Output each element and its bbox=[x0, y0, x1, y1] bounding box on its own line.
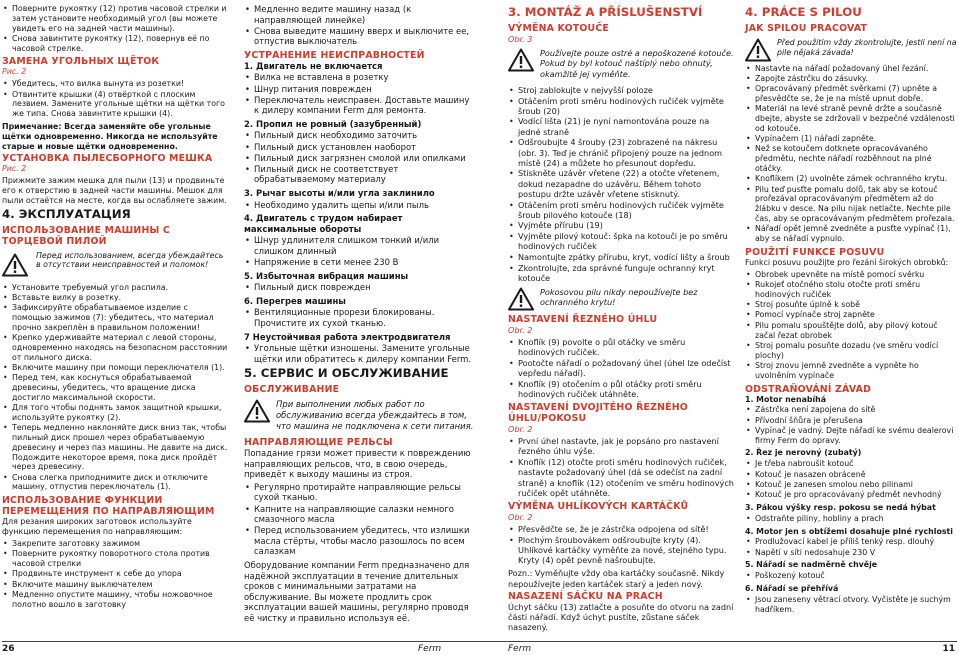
bullet-list bbox=[244, 282, 474, 293]
section-heading: NASTAVENÍ DVOJITÉHO ŘEZNÉHO ÚHLU/POKOSU bbox=[508, 402, 688, 424]
list-item: • Пильный диск необходимо заточить bbox=[244, 130, 474, 141]
list-item: • Пильный диск загрязнен смолой или опилками bbox=[244, 153, 474, 164]
list-item: • Отвинтите крышки (4) отвёрткой с плоским лезвием. Замените угольные щётки на щётки того же типа. Снова завинтите крышки (4). bbox=[2, 90, 228, 119]
list-item: • Rukojeť otočného stolu otočte proti směru hodinových ručiček bbox=[745, 280, 957, 300]
figure-reference: Obr. 2 bbox=[508, 424, 533, 434]
list-item: • Prodlužovací kabel je příliš tenký resp. dlouhý bbox=[745, 537, 957, 547]
bullet-list bbox=[745, 571, 957, 581]
bullet-list bbox=[2, 283, 228, 493]
bullet-list bbox=[244, 235, 474, 267]
list-item: • Перед тем, как коснуться обрабатываемой древесины, убедитесь, что вращение диска достигло максимальной скорости. bbox=[2, 373, 228, 402]
list-item: • První úhel nastavte, jak je popsáno pro nastavení řezného úhlu výše. bbox=[508, 436, 734, 456]
paragraph: Прижмите зажим мешка для пыли (13) и продвиньте его к отверстию в задней части машины. Мешок для пыли остаётся на месте, когда вы ослабляете зажим. bbox=[2, 176, 227, 205]
chapter-heading: 3. MONTÁŽ A PŘÍSLUŠENSTVÍ bbox=[508, 5, 703, 19]
section-heading: ЗАМЕНА УГОЛЬНЫХ ЩЁТОК bbox=[2, 56, 160, 68]
list-item: • Крепко удерживайте материал с левой стороны, одновременно находясь на безопасном расстоянии от пильного диска. bbox=[2, 333, 228, 362]
list-item: • Pilu pomalu spouštějte dolů, aby pilový kotouč začal řezat obrobek bbox=[745, 321, 957, 341]
warning-triangle-icon bbox=[508, 48, 534, 72]
list-item: • Для того чтобы поднять замок защитной крышки, используйте рукоятку (2). bbox=[2, 403, 228, 423]
list-item: • Vypínačem (1) nářadí zapněte. bbox=[745, 134, 957, 144]
section-heading: VÝMĚNA UHLÍKOVÝCH KARTÁČKŮ bbox=[508, 500, 689, 512]
list-item: • Knoflík (9) povolte o půl otáčky ve směru hodinových ručiček. bbox=[508, 337, 734, 357]
list-item: • Медленно ведите машину назад (к направляющей линейке) bbox=[244, 4, 474, 25]
list-item: • Необходимо удалить щепы и/или пыль bbox=[244, 200, 474, 211]
list-item: • Включите машину при помощи переключателя (1). bbox=[2, 363, 228, 373]
list-item: • Перед использованием убедитесь, что излишки масла стёрты, чтобы масло разошлось по всем салазкам bbox=[244, 525, 474, 557]
bullet-list bbox=[244, 482, 474, 557]
column-1 bbox=[2, 4, 228, 612]
warning-triangle-icon bbox=[745, 38, 771, 62]
list-item: • Пильный диск поврежден bbox=[244, 282, 474, 293]
bullet-list bbox=[745, 270, 957, 381]
problem-heading: 5. Nářadí se nadměrně chvěje bbox=[745, 560, 878, 570]
problem-heading: 7 Неустойчивая работа электродвигателя bbox=[244, 331, 451, 342]
warning-triangle-icon bbox=[2, 253, 28, 277]
problem-heading: 2. Пропил не ровный (зазубренный) bbox=[244, 118, 422, 129]
list-item: • Knoflík (12) otočte proti směru hodinových ručiček, nastavte požadovaný úhel (dá se odečíst na zadní straně) a knoflík (12) otočením ve směru hodinových ručiček opět utáhněte. bbox=[508, 457, 734, 498]
list-item: • Медленно опустите машину, чтобы ножовочное полотно вошло в заготовку bbox=[2, 590, 228, 610]
bullet-list bbox=[244, 130, 474, 184]
list-item: • Stroj pomalu posuňte dozadu (ve směru vodící plochy) bbox=[745, 341, 957, 361]
warning-note bbox=[508, 48, 734, 79]
list-item: • Регулярно протирайте направляющие рельсы сухой тканью. bbox=[244, 482, 474, 503]
list-item: • Пильный диск установлен наоборот bbox=[244, 142, 474, 153]
list-item: • Снова завинтите рукоятку (12), повернув её по часовой стрелке. bbox=[2, 34, 228, 54]
list-item: • Шнур удлинителя слишком тонкий и/или слишком длинный bbox=[244, 235, 474, 256]
list-item: • Zkontrolujte, zda správné funguje ochranný kryt kotouče bbox=[508, 263, 734, 283]
warning-text: При выполнении любых работ по обслуживанию всегда убеждайтесь в том, что машина не подключена к сети питания. bbox=[276, 399, 474, 431]
section-heading: НАПРАВЛЯЮЩИЕ РЕЛЬСЫ bbox=[244, 437, 393, 449]
section-heading: УСТРАНЕНИЕ НЕИСПРАВНОСТЕЙ bbox=[244, 49, 425, 61]
warning-text: Používejte pouze ostré a nepoškozené kotouče. Pokud by byl kotouč naštíplý nebo ohnutý, okamžitě jej vyměňte. bbox=[540, 48, 734, 79]
list-item: • Снова выведите машину вверх и выключите ее, отпустив выключатель bbox=[244, 26, 474, 47]
bullet-list bbox=[745, 459, 957, 500]
list-item: • Kotouč je nasazen obráceně bbox=[745, 470, 957, 480]
list-item: • Включите машину выключателем bbox=[2, 580, 228, 590]
list-item: • Pilu teď pusťte pomalu dolů, tak aby se kotouč prořezával opracovávaným předmětem až do žlábku v desce. Na pilu nijak netlačte. Nechte pile čas, aby se opracovávaným předmětem prořezala. bbox=[745, 185, 957, 224]
list-item: • Установите требуемый угол распила. bbox=[2, 283, 228, 293]
bullet-list bbox=[745, 514, 957, 524]
list-item: • Stroj posuňte úplně k sobě bbox=[745, 300, 957, 310]
figure-reference: Obr. 2 bbox=[508, 324, 533, 335]
list-item: • Пильный диск не соответствует обрабатываемому материалу bbox=[244, 164, 474, 185]
list-item: • Přesvědčte se, že je zástrčka odpojena od sítě! bbox=[508, 524, 734, 534]
list-item: • Зафиксируйте обрабатываемое изделие с помощью зажимов (7): убедитесь, что материал прочно закреплён в правильном положении! bbox=[2, 303, 228, 332]
list-item: • Nářadí opět jemně zvedněte a pusťte vypínač (1), aby se nářadí vypnulo. bbox=[745, 224, 957, 244]
bullet-list bbox=[244, 72, 474, 115]
warning-note bbox=[244, 399, 474, 431]
bullet-list bbox=[508, 436, 734, 498]
list-item: • Nastavte na nářadí požadovaný úhel řezání. bbox=[745, 64, 957, 74]
paragraph: Оборудование компании Ferm предназначено для надёжной эксплуатации в течение длительных сроков с минимальными затратами на обслуживание. Вы можете продлить срок эксплуатации вашей машины, регулярно проводя её чистку и правильно используя её. bbox=[244, 560, 470, 623]
list-item: • Pomocí vypínače stroj zapněte bbox=[745, 310, 957, 320]
figure-reference: Рис. 2 bbox=[2, 164, 27, 174]
section-heading: ODSTRAŇOVÁNÍ ZÁVAD bbox=[745, 383, 872, 395]
list-item: • Вставьте вилку в розетку. bbox=[2, 293, 228, 303]
warning-text: Перед использованием, всегда убеждайтесь в отсутствии неисправностей и поломок! bbox=[36, 250, 224, 270]
list-item: • Materiál na levé straně pevně držte a současně dbejte, abyste se zdržovali v bezpečné vzdálenosti od kotouče. bbox=[745, 104, 957, 133]
bullet-list bbox=[508, 85, 734, 283]
bullet-list bbox=[508, 337, 734, 399]
warning-triangle-icon bbox=[244, 399, 270, 423]
bullet-list bbox=[2, 4, 228, 53]
list-item: • Переключатель неисправен. Доставьте машину к дилеру компании Ferm для ремонта. bbox=[244, 95, 474, 116]
list-item: • Plochým šroubovákem odšroubujte kryty (4). Uhlíkové kartáčky vyměňte za nové, stejného typu. Kryty (4) opět pevně našroubujte. bbox=[508, 535, 734, 566]
figure-reference: Obr. 3 bbox=[508, 34, 533, 44]
list-item: • Jsou zaneseny větrací otvory. Vyčistěte je suchým hadříkem. bbox=[745, 595, 957, 615]
bullet-list bbox=[745, 64, 957, 244]
list-item: • Kotouč je pro opracovávaný předmět nevhodný bbox=[745, 490, 957, 500]
chapter-heading: 4. ЭКСПЛУАТАЦИЯ bbox=[2, 206, 131, 221]
list-item: • Opracovávaný předmět svěrkami (7) upněte a přesvědčte se, že je na místě upnut dobře. bbox=[745, 84, 957, 104]
bullet-list bbox=[2, 539, 228, 610]
bullet-list bbox=[2, 79, 228, 119]
bullet-list bbox=[745, 537, 957, 557]
figure-reference: Obr. 2 bbox=[508, 511, 533, 522]
bullet-list bbox=[508, 524, 734, 565]
chapter-heading: 5. СЕРВИС И ОБСЛУЖИВАНИЕ bbox=[244, 366, 449, 381]
list-item: • Stroj zablokujte v nejvyšší poloze bbox=[508, 85, 734, 95]
list-item: • Vodící lišta (21) je nyní namontována pouze na jedné straně bbox=[508, 116, 734, 136]
bullet-list bbox=[244, 4, 474, 47]
list-item: • Vyjměte pilový kotouč: špka na kotouči je po směru hodinových ručiček bbox=[508, 231, 734, 251]
list-item: • Odšroubujte 4 šrouby (23) zobrazené na nákresu (obr. 3). Teď je chránič připojený pouze na jednom místě (24) a můžete ho přesunout dopředu. bbox=[508, 137, 734, 168]
bullet-list bbox=[745, 405, 957, 445]
warning-note bbox=[745, 38, 957, 58]
warning-note bbox=[508, 287, 734, 307]
list-item: • Напряжение в сети менее 230 В bbox=[244, 257, 474, 268]
warning-text: Pokosovou pilu nikdy nepoužívejte bez ochranného krytu! bbox=[540, 287, 698, 308]
problem-heading: 4. Двигатель с трудом набирает максимальные обороты bbox=[244, 213, 403, 234]
list-item: • Napětí v síti nedosahuje 230 V bbox=[745, 548, 957, 558]
list-item: • Namontujte zpátky přírubu, kryt, vodící lišty a šroub bbox=[508, 252, 734, 262]
list-item: • Снова слегка приподнимите диск и отключите машину, отпустив переключатель (1). bbox=[2, 473, 228, 493]
list-item: • Knoflíkem (2) uvolněte zámek ochranného krytu. bbox=[745, 174, 957, 184]
section-heading: NASAZENÍ SÁČKU NA PRACH bbox=[508, 590, 663, 602]
bullet-list bbox=[745, 595, 957, 615]
problem-heading: 2. Řez je nerovný (zubatý) bbox=[745, 448, 862, 458]
figure-reference: Рис. 2 bbox=[2, 67, 27, 77]
paragraph: Примечание: Всегда заменяйте обе угольные щётки одновременно. Никогда не используйте старые и новые щётки одновременно. bbox=[2, 121, 218, 151]
warning-text: Před použitím vždy zkontrolujte, jestli není na pile nějaká závada! bbox=[777, 38, 957, 57]
list-item: • Теперь медленно наклоняйте диск вниз так, чтобы пильный диск прошел через обрабатываемую древесину и через паз машины. Не давите на диск. Подождите некоторое время, пока диск пройдёт через древесину. bbox=[2, 423, 228, 472]
problem-heading: 3. Pákou výšky resp. pokosu se nedá hýbat bbox=[745, 502, 936, 512]
list-item: • Поверните рукоятку поворотного стола против часовой стрелки bbox=[2, 549, 228, 569]
problem-heading: 3. Рычаг высоты и/или угла заклинило bbox=[244, 187, 435, 198]
list-item: • Než se kotoučem dotknete opracovávaného předmětu, nechte nářadí rozběhnout na plné otáčky. bbox=[745, 144, 957, 173]
paragraph: Для резания широких заготовок используйте функцию перемещения по направляющим: bbox=[2, 517, 192, 537]
list-item: • Продвиньте инструмент к себе до упора bbox=[2, 569, 228, 579]
list-item: • Zapojte zástrčku do zásuvky. bbox=[745, 74, 957, 84]
page-number-left: 26 bbox=[2, 644, 15, 654]
brand-footer-right: Ferm bbox=[508, 644, 532, 654]
paragraph: Funkci posuvu použijte pro řezání širokých obrobků: bbox=[745, 257, 949, 267]
paragraph: Попадание грязи может привести к повреждению направляющих рельсов, что, в свою очередь, приведёт к выходу машины из строя. bbox=[244, 448, 471, 480]
problem-heading: 1. Двигатель не включается bbox=[244, 60, 383, 71]
chapter-heading: 4. PRÁCE S PILOU bbox=[745, 5, 862, 19]
list-item: • Pootočte nářadí o požadovaný úhel (úhel lze odečíst vepředu nářadí). bbox=[508, 358, 734, 378]
list-item: • Knoflík (9) otočením o půl otáčky proti směru hodinových ručiček utáhněte. bbox=[508, 379, 734, 399]
column-3 bbox=[508, 4, 734, 634]
list-item: • Odstraňte piliny, hobliny a prach bbox=[745, 514, 957, 524]
footer-rule bbox=[2, 641, 957, 642]
list-item: • Přívodní šňůra je přerušena bbox=[745, 416, 957, 426]
problem-heading: 1. Motor nenabíhá bbox=[745, 394, 827, 404]
list-item: • Je třeba nabroušit kotouč bbox=[745, 459, 957, 469]
warning-note bbox=[2, 251, 228, 277]
list-item: • Stiskněte uzávěr vřetene (22) a otočte vřetenem, dokud nezapadne do uzávěru. Během tohoto postupu držte uzávěr vřetene stisknutý. bbox=[508, 168, 734, 199]
list-item: • Kotouč je zanesen smolou nebo pilinami bbox=[745, 480, 957, 490]
list-item: • Vyjměte přírubu (19) bbox=[508, 220, 734, 230]
bullet-list bbox=[244, 200, 474, 211]
warning-triangle-icon bbox=[508, 287, 534, 311]
page-number-right: 11 bbox=[942, 644, 955, 654]
problem-heading: 5. Избыточная вибрация машины bbox=[244, 270, 409, 281]
list-item: • Stroj znovu jemně zvedněte a vypněte ho uvolněním vypínače bbox=[745, 361, 957, 381]
list-item: • Вентиляционные прорези блокированы. Прочистите их сухой тканью. bbox=[244, 307, 474, 328]
column-2 bbox=[244, 4, 474, 626]
list-item: • Poškozený kotouč bbox=[745, 571, 957, 581]
problem-heading: 6. Nářadí se přehřívá bbox=[745, 584, 839, 594]
bullet-list bbox=[244, 343, 474, 364]
list-item: • Закрепите заготовку зажимом bbox=[2, 539, 228, 549]
section-heading: JAK SPILOU PRACOVAT bbox=[745, 23, 868, 34]
section-heading: ОБСЛУЖИВАНИЕ bbox=[244, 384, 340, 396]
list-item: • Поверните рукоятку (12) против часовой стрелки и затем установите необходимый угол (вы можете увидеть его на задней части машины). bbox=[2, 4, 228, 33]
section-heading: VÝMĚNA KOTOUČE bbox=[508, 23, 610, 34]
list-item: • Убедитесь, что вилка вынута из розетки! bbox=[2, 79, 228, 89]
section-heading: ИСПОЛЬЗОВАНИЕ ФУНКЦИИ ПЕРЕМЕЩЕНИЯ ПО НАПРАВЛЯЮЩИМ bbox=[2, 495, 215, 518]
section-heading: NASTAVENÍ ŘEZNÉHO ÚHLU bbox=[508, 313, 658, 325]
section-heading: POUŽITÍ FUNKCE POSUVU bbox=[745, 246, 885, 258]
list-item: • Капните на направляющие салазки немного смазочного масла bbox=[244, 504, 474, 525]
list-item: • Otáčením proti směru hodinových ručiček vyjměte šroub pilového kotouče (18) bbox=[508, 200, 734, 220]
list-item: • Вилка не вставлена в розетку bbox=[244, 72, 474, 83]
list-item: • Obrobek upevněte na místě pomocí svěrku bbox=[745, 270, 957, 280]
list-item: • Otáčením proti směru hodinových ručiček vyjměte šroub (20) bbox=[508, 96, 734, 116]
list-item: • Vypínač je vadný. Dejte nářadí ke svému dealerovi firmy Ferm do opravy. bbox=[745, 426, 957, 446]
list-item: • Шнур питания поврежден bbox=[244, 84, 474, 95]
list-item: • Zástrčka není zapojena do sítě bbox=[745, 405, 957, 415]
section-heading: УСТАНОВКА ПЫЛЕСБОРНОГО МЕШКА bbox=[2, 153, 213, 165]
brand-footer-left: Ferm bbox=[418, 644, 442, 654]
list-item: • Угольные щётки изношены. Замените угольные щётки или обратитесь к дилеру компании Ferm. bbox=[244, 343, 474, 364]
problem-heading: 4. Motor jen s obtížemi dosahuje plné rychlosti bbox=[745, 526, 953, 536]
column-4 bbox=[745, 4, 957, 617]
problem-heading: 6. Перегрев машины bbox=[244, 295, 346, 306]
paragraph: Pozn.: Vyměňujte vždy oba kartáčky současně. Nikdy nepoužívejte jeden kartáček starý a jeden nový. bbox=[508, 568, 725, 589]
paragraph: Úchyt sáčku (13) zatlačte a posuňte do otvoru na zadní části nářadí. Když úchyt pustíte, zůstane sáček nasazený. bbox=[508, 601, 734, 633]
bullet-list bbox=[244, 307, 474, 328]
section-heading: ИСПОЛЬЗОВАНИЕ МАШИНЫ С ТОРЦЕВОЙ ПИЛОЙ bbox=[2, 224, 170, 247]
